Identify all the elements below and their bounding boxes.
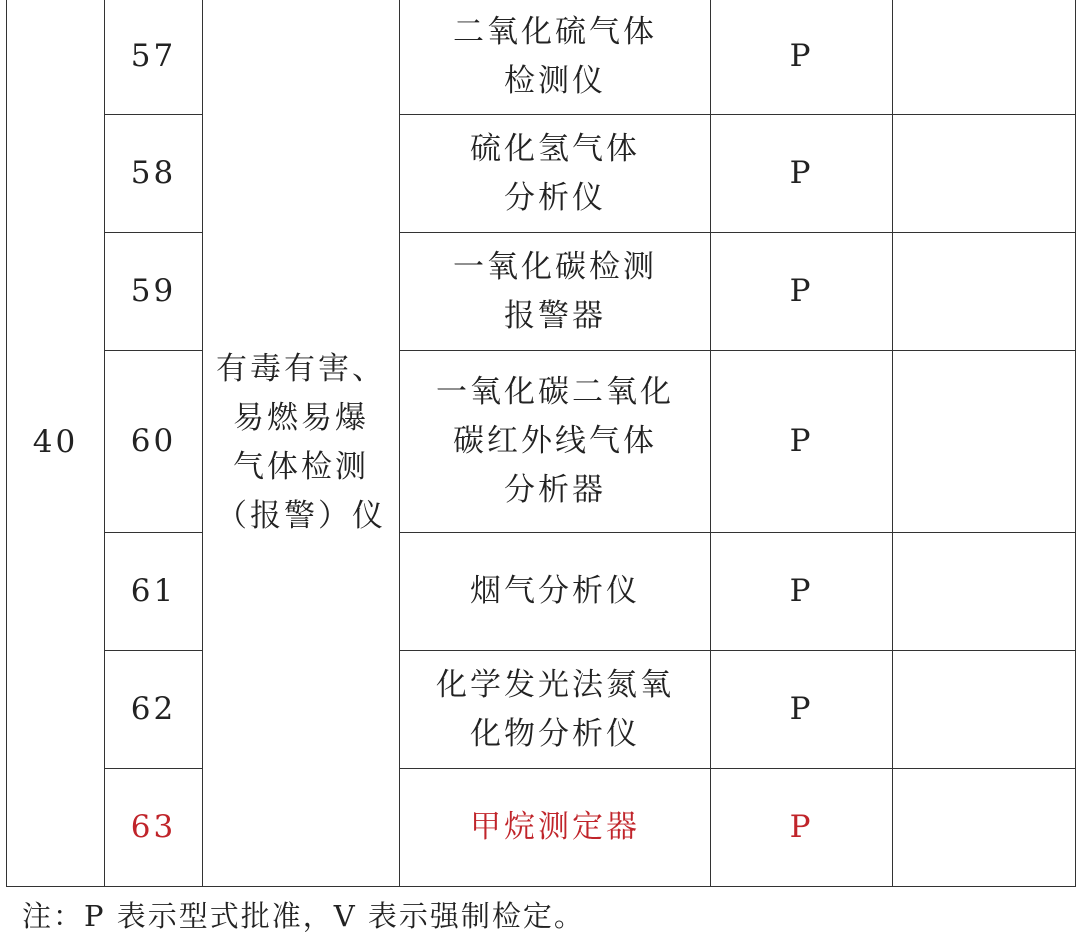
instrument-name-cell [400,769,711,887]
instrument-name-line: 一氧化碳二氧化 [436,374,674,410]
seq-cell: 63 [105,769,203,887]
table-row [7,233,1076,351]
approval-mark-cell: P [711,651,893,769]
table-row [7,651,1076,769]
instrument-catalog-table [6,0,1076,887]
remark-cell [893,351,1076,533]
instrument-name-line: 一氧化碳检测 [453,248,657,285]
seq-cell: 58 [105,115,203,233]
approval-mark-cell: P [711,533,893,651]
approval-mark-cell: P [711,115,893,233]
category-line: 气体检测 [233,448,369,485]
category-line: 易燃易爆 [233,399,369,436]
category-cell [203,0,400,887]
instrument-name-cell [400,533,711,651]
table-row-highlighted [7,769,1076,887]
approval-mark-cell: P [711,769,893,887]
instrument-name-cell [400,233,711,351]
remark-cell [893,0,1076,115]
remark-cell [893,233,1076,351]
instrument-name-line: 分析器 [504,472,606,508]
seq-cell: 57 [105,0,203,115]
instrument-name-line: 分析仪 [504,179,606,216]
remark-cell [893,651,1076,769]
approval-mark-cell: P [711,351,893,533]
instrument-name-line: 二氧化硫气体 [453,13,657,50]
table-row [7,0,1076,115]
instrument-name-line: 检测仪 [504,62,606,99]
remark-cell [893,533,1076,651]
instrument-name-cell [400,651,711,769]
seq-cell: 62 [105,651,203,769]
seq-cell: 60 [105,351,203,533]
seq-cell: 61 [105,533,203,651]
remark-cell [893,769,1076,887]
category-line: （报警）仪 [216,497,386,534]
remark-cell [893,115,1076,233]
instrument-name-line: 化物分析仪 [470,715,640,752]
instrument-name-cell [400,115,711,233]
approval-mark-cell: P [711,233,893,351]
table-row [7,351,1076,533]
instrument-name-line: 硫化氢气体 [470,130,640,167]
instrument-name-line: 烟气分析仪 [470,573,640,609]
table-row [7,533,1076,651]
table-row [7,115,1076,233]
instrument-name-line: 报警器 [504,297,606,334]
footnote: 注：P 表示型式批准，V 表示强制检定。 [22,899,585,933]
instrument-name-cell [400,351,711,533]
instrument-name-line: 甲烷测定器 [470,809,640,845]
category-line: 有毒有害、 [216,350,386,387]
approval-mark-cell: P [711,0,893,115]
instrument-name-line: 化学发光法氮氧 [436,666,674,703]
instrument-name-line: 碳红外线气体 [453,423,657,459]
instrument-name-cell [400,0,711,115]
seq-cell: 59 [105,233,203,351]
group-number-cell: 40 [7,0,105,887]
